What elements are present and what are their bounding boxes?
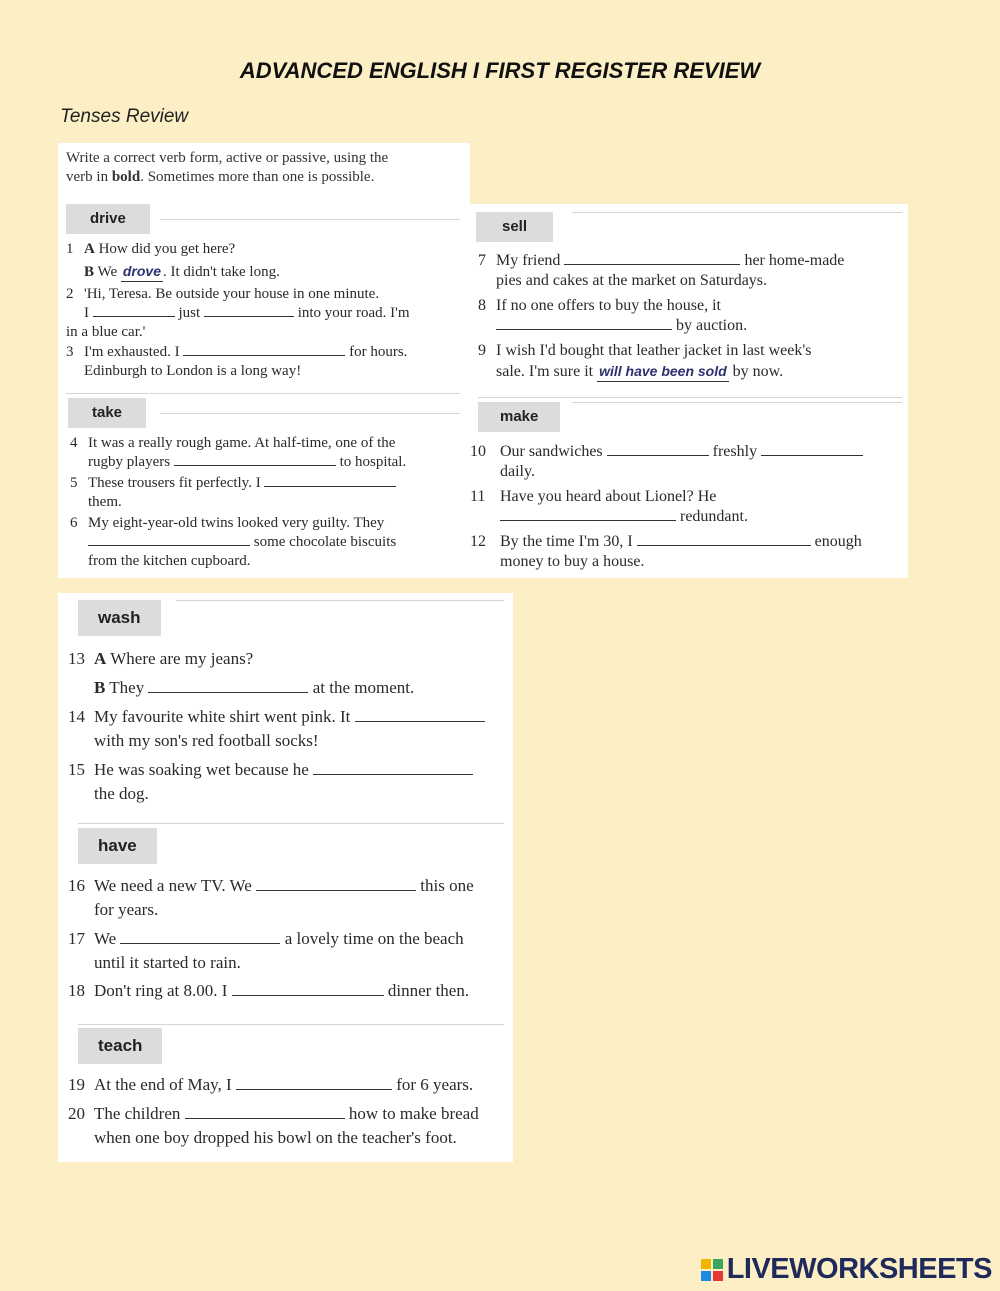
question-13-b: B They at the moment.: [94, 678, 415, 697]
answer-blank-3[interactable]: [183, 343, 345, 356]
question-19: 19 At the end of May, I for 6 years.: [68, 1075, 474, 1094]
question-6: 6 My eight-year-old twins looked very guilty. They some chocolate biscuits from the kitchen cupboard.: [70, 515, 397, 569]
answer-blank-2a[interactable]: [93, 304, 175, 317]
answer-blank-20[interactable]: [185, 1106, 345, 1119]
answer-blank-16[interactable]: [256, 878, 416, 891]
verb-tag-sell: sell: [476, 212, 553, 242]
page-title: ADVANCED ENGLISH I FIRST REGISTER REVIEW: [239, 58, 761, 83]
verb-tag-wash: wash: [78, 600, 161, 636]
answer-blank-17[interactable]: [120, 931, 280, 944]
question-13: 13 A Where are my jeans?: [68, 649, 254, 668]
answer-blank-7[interactable]: [564, 252, 740, 265]
answer-blank-2b[interactable]: [204, 304, 294, 317]
verb-tag-drive: drive: [66, 204, 150, 234]
divider: [78, 823, 504, 824]
answer-blank-8[interactable]: [496, 317, 672, 330]
answer-blank-6[interactable]: [88, 533, 250, 546]
question-1-b: B We drove . It didn't take long.: [84, 263, 280, 280]
bold-word: bold: [111, 169, 141, 185]
answer-blank-18[interactable]: [232, 983, 384, 996]
question-11: 11 Have you heard about Lionel? He redundant.: [470, 488, 748, 525]
question-10: 10 Our sandwiches freshly daily.: [470, 442, 906, 482]
answer-blank-12[interactable]: [637, 533, 811, 546]
verb-tag-have: have: [78, 828, 157, 864]
answer-blank-19[interactable]: [236, 1077, 392, 1090]
divider: [66, 393, 460, 394]
question-3: 3 I'm exhausted. I for hours. Edinburgh to London is a long way!: [66, 344, 408, 379]
answer-blank-5[interactable]: [264, 474, 396, 487]
verb-tag-make: make: [478, 402, 560, 432]
liveworksheets-brand: [701, 1253, 992, 1286]
answer-9[interactable]: will have been sold: [597, 361, 729, 382]
answer-blank-15[interactable]: [313, 762, 473, 775]
divider: [478, 397, 902, 398]
brand-name: LIVEWORKSHEETS: [726, 1253, 992, 1285]
answer-blank-4[interactable]: [174, 453, 336, 466]
answer-blank-10b[interactable]: [761, 443, 863, 456]
instructions: [66, 149, 456, 187]
question-14: 14 My favourite white shirt went pink. It with my son's red football socks!: [68, 705, 508, 753]
question-1: 1 A How did you get here?: [66, 241, 236, 257]
question-2: 2 'Hi, Teresa. Be outside your house in one minute. I just into your road. I'm in a blue car.': [66, 286, 410, 340]
liveworksheets-logo-icon: [701, 1259, 723, 1281]
divider: [572, 212, 902, 213]
question-12: 12 By the time I'm 30, I enough money to buy a house.: [470, 533, 862, 570]
question-17: 17 We a lovely time on the beach until it started to rain.: [68, 929, 464, 972]
answer-blank-10a[interactable]: [607, 443, 709, 456]
question-5: 5 These trousers fit perfectly. I them.: [70, 474, 470, 512]
answer-blank-13[interactable]: [148, 680, 308, 693]
divider: [78, 1024, 504, 1025]
divider: [572, 402, 902, 403]
question-4: 4 It was a really rough game. At half-time, one of the rugby players to hospital.: [70, 435, 407, 470]
answer-blank-11[interactable]: [500, 508, 676, 521]
verb-tag-take: take: [68, 398, 146, 428]
answer-blank-14[interactable]: [355, 709, 485, 722]
verb-tag-teach: teach: [78, 1028, 162, 1064]
answer-1[interactable]: drove: [121, 262, 163, 282]
divider: [160, 219, 460, 220]
divider: [160, 413, 460, 414]
question-15: 15 He was soaking wet because he the dog.: [68, 758, 508, 806]
page-subtitle: Tenses Review: [60, 106, 189, 127]
question-7: 7 My friend her home-made pies and cakes at the market on Saturdays.: [478, 252, 845, 289]
divider: [176, 600, 504, 601]
question-20: 20 The children how to make bread when one boy dropped his bowl on the teacher's foot.: [68, 1104, 479, 1147]
question-8: 8 If no one offers to buy the house, it by auction.: [478, 297, 748, 334]
instructions-line1: Write a correct verb form, active or passive, using the: [66, 150, 389, 166]
question-18: 18 Don't ring at 8.00. I dinner then.: [68, 981, 470, 1000]
instructions-line2: verb in bold. Sometimes more than one is possible.: [66, 169, 375, 185]
question-9: 9 I wish I'd bought that leather jacket in last week's sale. I'm sure it will have been sold by now.: [478, 342, 812, 380]
question-16: 16 We need a new TV. We this one for years.: [68, 876, 474, 919]
